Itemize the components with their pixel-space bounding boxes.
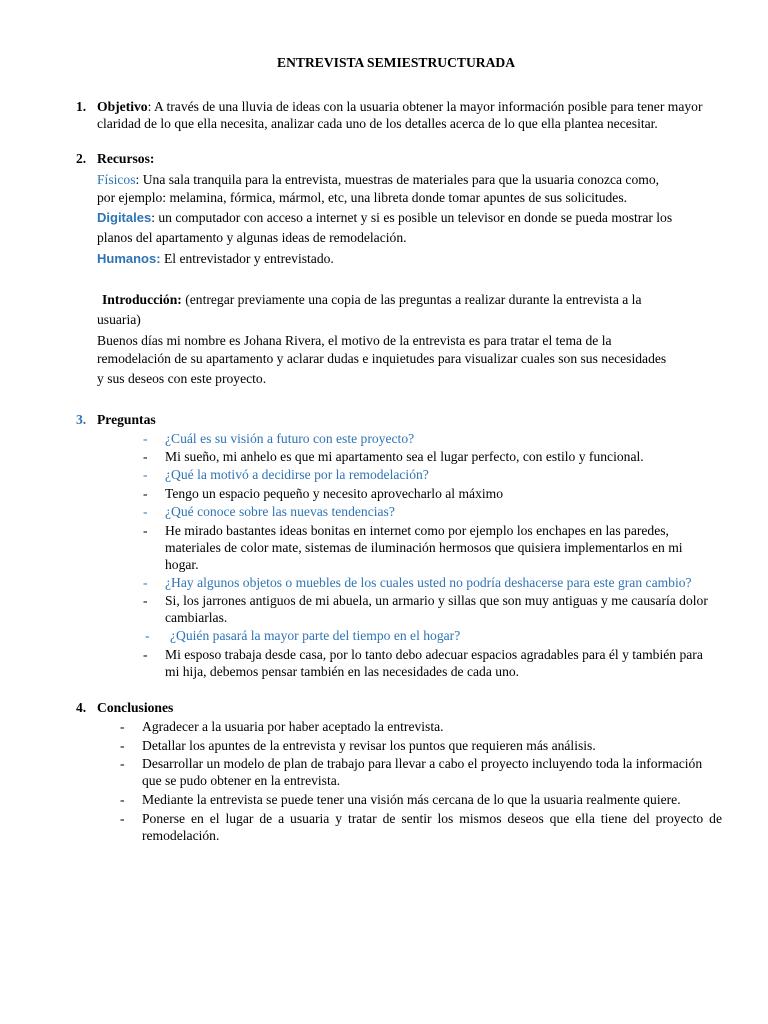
conclusion-3-line-1: Desarrollar un modelo de plan de trabajo para llevar a cabo el proyecto incluyendo toda la información xyxy=(142,756,703,771)
question-2: ¿Qué la motivó a decidirse por la remodelación? xyxy=(165,467,429,482)
recursos-heading: Recursos: xyxy=(97,151,155,166)
recursos-number: 2. xyxy=(76,151,87,166)
conclusiones-number: 4. xyxy=(76,700,87,715)
question-dash: - xyxy=(145,628,150,643)
answer-dash: - xyxy=(143,593,148,608)
conclusion-dash: - xyxy=(120,811,125,826)
conclusion-4: Mediante la entrevista se puede tener una visión más cercana de lo que la usuaria realmente quiere. xyxy=(142,792,681,807)
question-dash: - xyxy=(143,575,148,590)
digitales-text: : un computador con acceso a internet y si es posible un televisor en donde se pueda mostrar los xyxy=(151,210,673,225)
question-dash: - xyxy=(143,504,148,519)
document-title: ENTREVISTA SEMIESTRUCTURADA xyxy=(277,55,516,70)
answer-3-line-2: materiales de color mate, sistemas de iluminación hermosos que quisiera implementarlos en mi xyxy=(165,540,683,555)
answer-4-line-1: Si, los jarrones antiguos de mi abuela, un armario y sillas que son muy antiguas y me causaría dolor xyxy=(165,593,708,608)
digitales-line-1 xyxy=(97,210,672,226)
digitales-line-2: planos del apartamento y algunas ideas de remodelación. xyxy=(97,230,407,245)
answer-dash: - xyxy=(143,486,148,501)
conclusion-3-line-2: que se pudo obtener en la entrevista. xyxy=(142,773,341,788)
answer-5-line-1: Mi esposo trabaja desde casa, por lo tanto debo adecuar espacios agradables para él y también para xyxy=(165,647,703,662)
introduccion-label: Introducción: xyxy=(102,292,182,307)
fisicos-label: Físicos xyxy=(97,172,136,187)
question-dash: - xyxy=(143,431,148,446)
answer-3-line-3: hogar. xyxy=(165,557,199,572)
answer-5-line-2: mi hija, debemos pensar también en las necesidades de cada uno. xyxy=(165,664,520,679)
conclusion-dash: - xyxy=(120,792,125,807)
conclusion-1: Agradecer a la usuaria por haber aceptado la entrevista. xyxy=(142,719,444,734)
conclusiones-heading: Conclusiones xyxy=(97,700,174,715)
question-1: ¿Cuál es su visión a futuro con este proyecto? xyxy=(165,431,415,446)
fisicos-text: : Una sala tranquila para la entrevista, muestras de materiales para que la usuaria conozca como, xyxy=(135,172,660,187)
question-5: ¿Quién pasará la mayor parte del tiempo en el hogar? xyxy=(170,628,461,643)
answer-4-line-2: cambiarlas. xyxy=(165,610,228,625)
humanos-line xyxy=(97,251,334,267)
answer-1: Mi sueño, mi anhelo es que mi apartamento sea el lugar perfecto, con estilo y funcional. xyxy=(165,449,644,464)
objetivo-line-2: claridad de lo que ella necesita, analizar cada uno de los detalles acerca de lo que ella plantea necesitar. xyxy=(97,116,658,131)
conclusion-dash: - xyxy=(120,719,125,734)
humanos-label: Humanos: xyxy=(97,251,161,266)
answer-3-line-1: He mirado bastantes ideas bonitas en internet como por ejemplo los enchapes en las paredes, xyxy=(165,523,669,538)
conclusion-5-line-1: Ponerse en el lugar de a usuaria y tratar de sentir los mismos deseos que ella tiene del proyecto de xyxy=(142,811,722,826)
question-3: ¿Qué conoce sobre las nuevas tendencias? xyxy=(165,504,395,519)
fisicos-line-2: por ejemplo: melamina, fórmica, mármol, etc, una libreta donde tomar apuntes de sus solicitudes. xyxy=(97,190,628,205)
answer-2: Tengo un espacio pequeño y necesito aprovecharlo al máximo xyxy=(165,486,504,501)
introduccion-line-2: usuaria) xyxy=(97,312,141,327)
fisicos-line-1 xyxy=(97,172,659,188)
objetivo-line-1 xyxy=(97,99,702,115)
question-dash: - xyxy=(143,467,148,482)
conclusion-dash: - xyxy=(120,756,125,771)
answer-dash: - xyxy=(143,647,148,662)
objetivo-text: : A través de una lluvia de ideas con la usuaria obtener la mayor información posible para tener mayor xyxy=(147,99,703,114)
conclusion-2: Detallar los apuntes de la entrevista y revisar los puntos que requieren más análisis. xyxy=(142,738,596,753)
introduccion-paragraph-2: remodelación de su apartamento y aclarar dudas e inquietudes para visualizar cuales son sus necesidades xyxy=(97,351,667,366)
introduccion-text: (entregar previamente una copia de las preguntas a realizar durante la entrevista a la xyxy=(181,292,642,307)
preguntas-number: 3. xyxy=(76,412,87,427)
introduccion-paragraph-3: y sus deseos con este proyecto. xyxy=(97,371,267,386)
question-4: ¿Hay algunos objetos o muebles de los cuales usted no podría deshacerse para este gran cambio? xyxy=(165,575,692,590)
objetivo-label: Objetivo xyxy=(97,99,148,114)
conclusion-dash: - xyxy=(120,738,125,753)
digitales-label: Digitales xyxy=(97,210,152,225)
answer-dash: - xyxy=(143,523,148,538)
humanos-text: El entrevistador y entrevistado. xyxy=(160,251,334,266)
introduccion-paragraph-1: Buenos días mi nombre es Johana Rivera, el motivo de la entrevista es para tratar el tema de la xyxy=(97,333,612,348)
answer-dash: - xyxy=(143,449,148,464)
preguntas-heading: Preguntas xyxy=(97,412,156,427)
objetivo-number: 1. xyxy=(76,99,87,114)
conclusion-5-line-2: remodelación. xyxy=(142,828,220,843)
introduccion-line-1 xyxy=(102,292,642,308)
